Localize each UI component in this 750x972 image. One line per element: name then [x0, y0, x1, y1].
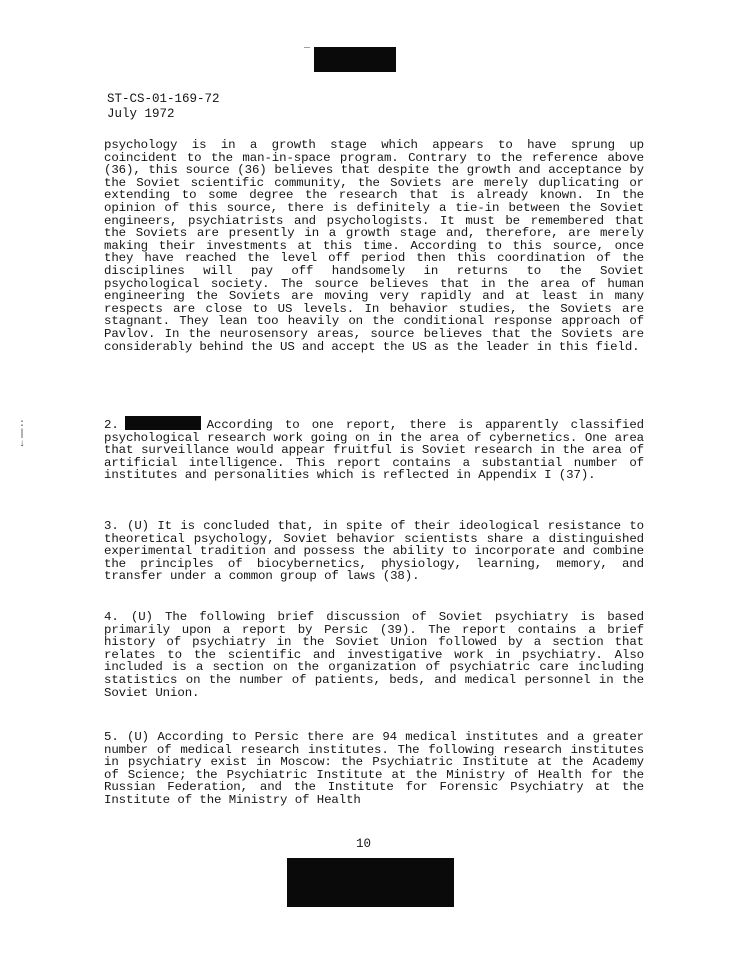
stray-mark: _ [304, 40, 311, 51]
document-header [107, 92, 220, 122]
paragraph-2-text: According to one report, there is apparently classified psychological research work going on in the area of cybernetics. One area that surveillance would appear fruitful is Soviet research in the area of artificial intelligence. This report contains a substantial number of institutes and personalities which is reflected in Appendix I (37). [104, 418, 644, 483]
document-date: July 1972 [107, 107, 175, 121]
paragraph-3-text: 3. (U) It is concluded that, in spite of their ideological resistance to theoretical psychology, Soviet behavior scientists share a distinguished experimental tradition and possess the ability to incorporate and combine the principles of biocybernetics, physiology, learning, memory, and transfer under a common group of laws (38). [104, 519, 644, 584]
paragraph-2 [104, 416, 644, 482]
paragraph-5 [104, 731, 644, 807]
paragraph-4 [104, 611, 644, 699]
paragraph-2-number: 2. [104, 418, 119, 432]
redaction-block-bottom [287, 858, 454, 907]
paragraph-3 [104, 520, 644, 583]
document-id: ST-CS-01-169-72 [107, 92, 220, 106]
margin-tick-mark: : | ↓ [19, 419, 26, 450]
redaction-block-top [314, 47, 396, 72]
paragraph-1-text: psychology is in a growth stage which appears to have sprung up coincident to the man-in-space program. Contrary to the reference above (36), this source (36) believes that despite the growth and acceptance by the Soviet scientific community, the Soviets are merely duplicating or extending to some degree the research that is already known. In the opinion of this source, there is definitely a tie-in between the Soviet engineers, psychiatrists and psychologists. It must be remembered that the Soviets are presently in a growth stage and, therefore, are merely making their investments at this time. According to this source, once they have reached the level off period then this coordination of the disciplines will pay off handsomely in returns to the Soviet psychological society. The source believes that in the area of human engineering the Soviets are moving very rapidly and at least in many respects are close to US levels. In behavior studies, the Soviets are stagnant. They lean too heavily on the conditional response approach of Pavlov. In the neurosensory areas, source believes that the Soviets are considerably behind the US and accept the US as the leader in this field. [104, 138, 644, 354]
page-number: 10 [356, 837, 372, 851]
paragraph-4-text: 4. (U) The following brief discussion of Soviet psychiatry is based primarily upon a report by Persic (39). The report contains a brief history of psychiatry in the Soviet Union followed by a section that relates to the scientific and investigative work in psychiatry. Also included is a section on the organization of psychiatric care including statistics on the number of patients, beds, and medical personnel in the Soviet Union. [104, 610, 644, 700]
paragraph-5-text: 5. (U) According to Persic there are 94 medical institutes and a greater number of medical research institutes. The following research institutes in psychiatry exist in Moscow: the Psychiatric Institute at the Academy of Science; the Psychiatric Institute at the Ministry of Health for the Russian Federation, and the Institute for Forensic Psychiatry at the Institute of the Ministry of Health [104, 730, 644, 807]
inline-redaction [125, 416, 201, 430]
paragraph-1 [104, 139, 644, 353]
